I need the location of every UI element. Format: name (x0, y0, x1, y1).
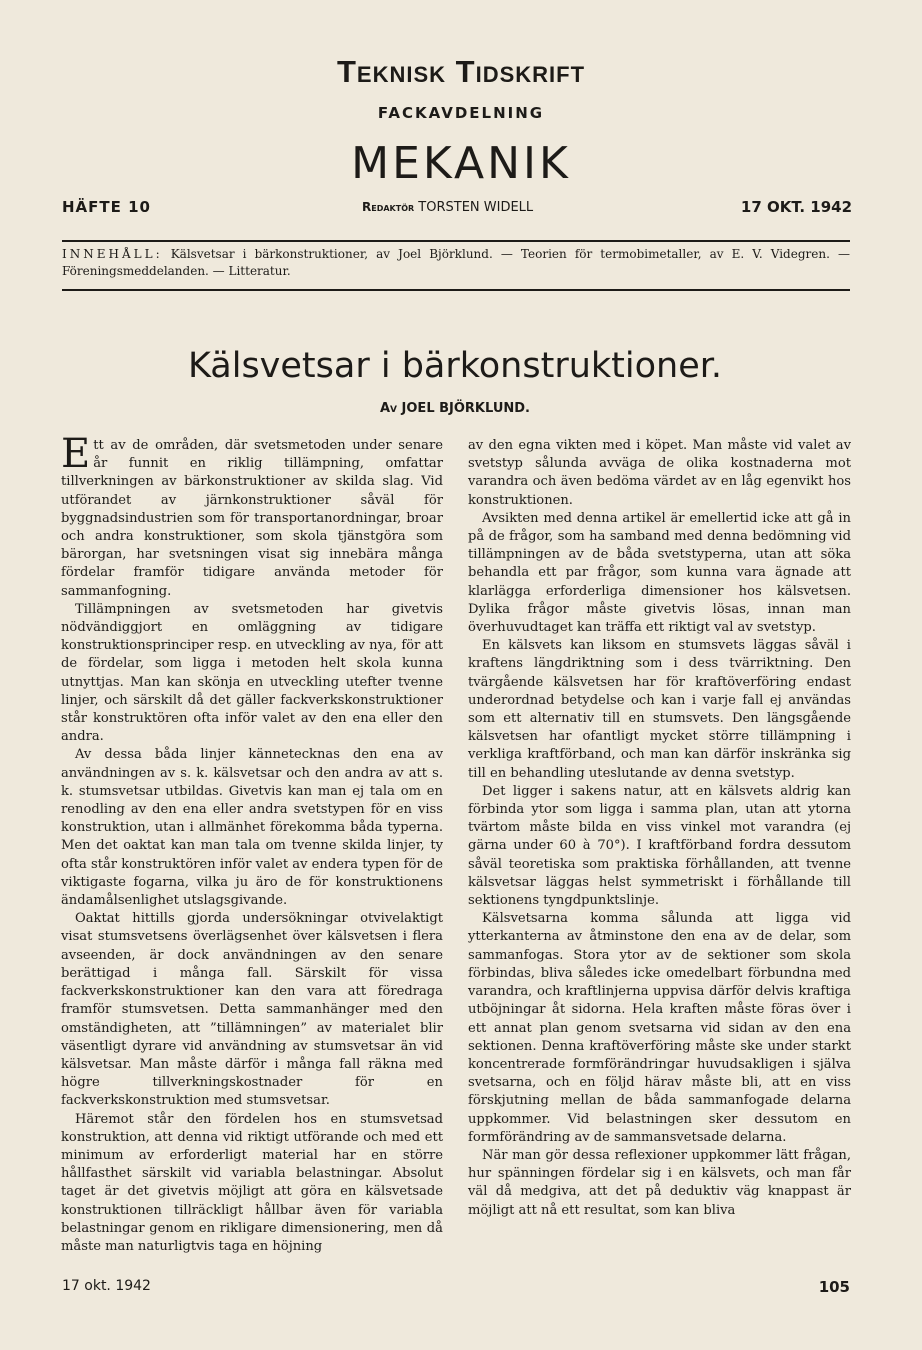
contents-bottom-rule (62, 289, 850, 291)
table-of-contents (62, 246, 850, 280)
contents-label: INNEHÅLL: (62, 247, 163, 261)
paragraph: Av dessa båda linjer kännetecknas den ena av användningen av s. k. kälsvetsar och den andra av att s. k. stumsvetsar utbildas. Givetvis kan man ej tala om en renodling av den ena eller andra svetstypen för en viss konstruktion, utan i allmänhet förekomma båda typerna. Men det oaktat kan man tala om tvenne skilda linjer, ty ofta står konstruktören inför valet av endera typen för de viktigaste fogarna, vilka ju äro de för konstruktionens ändamålsenlighet utslagsgivande. (61, 747, 443, 909)
issue-date: 17 OKT. 1942 (740, 198, 852, 216)
paragraph: När man gör dessa reflexioner uppkommer lätt frågan, hur spänningen fördelar sig i en kälsvets, och man får väl då medgiva, att det på deduktiv väg knappast är möjligt att nå ett resultat, som kan bliva (468, 1147, 851, 1218)
paragraph: Det ligger i sakens natur, att en kälsvets aldrig kan förbinda ytor som ligga i samma plan, utan att ytorna tvärtom måste bilda en viss vinkel mot varandra (ej gärna under 60 à 70°). I kraftförband fordra dessutom såväl teoretiska som praktiska förhållanden, att tvenne kälsvetsar läggas helst symmetriskt i förhållande till sektionens tyngdpunktslinje. (468, 783, 851, 909)
article-byline (0, 401, 910, 416)
section-title: MEKANIK (351, 138, 571, 189)
issue-number: HÄFTE 10 (62, 198, 151, 216)
drop-cap: E (61, 431, 91, 477)
article-column-right (468, 437, 851, 1220)
contents-text: Kälsvetsar i bärkonstruktioner, av Joel Björklund. — Teorien för termobimetaller, av E. V. Videgren. — Föreningsmeddelanden. — Litteratur. (62, 247, 850, 278)
journal-subtitle: FACKAVDELNING (377, 104, 545, 122)
page-number: 105 (818, 1278, 850, 1296)
byline-prefix: Av (379, 401, 398, 416)
paragraph: Häremot står den fördelen hos en stumsvetsad konstruktion, att denna vid riktigt utförande och med ett minimum av erforderligt material har en större hållfasthet särskilt vid variabla belastningar. Absolut taget är det givetvis möjligt att göra en kälsvetsade konstruktionen tillräckligt hållbar även för variabla belastningar genom en rikligare dimensionering, men då måste man naturligtvis taga en höjning (61, 1111, 443, 1254)
editor-credit (362, 200, 533, 215)
article-title: Kälsvetsar i bärkonstruktioner. (187, 346, 723, 386)
paragraph: av den egna vikten med i köpet. Man måste vid valet av svetstyp sålunda avväga de olika kostnaderna mot varandra och även bedöma värdet av en låg egenvikt hos konstruktionen. (468, 438, 851, 508)
editor-name: TORSTEN WIDELL (418, 200, 534, 215)
paragraph: Tillämpningen av svetsmetoden har givetvis nödvändiggjort en omläggning av tidigare konstruktionsprinciper resp. en utveckling av nya, för att de fördelar, som ligga i metoden helt skola kunna utnyttjas. Man kan skönja en utveckling utefter tvenne linjer, och särskilt då det gäller fackverkskonstruktioner står konstruktören ofta inför valet av den ena eller den andra. (61, 601, 443, 745)
paragraph: Oaktat hittills gjorda undersökningar otvivelaktigt visat stumsvetsens överlägsenhet över kälsvetsen i flera avseenden, är dock användningen av den senare berättigad i många fall. Särskilt för vissa fackverkskonstruktioner kan den vara att föredraga framför stumsvetsen. Detta sammanhänger med den omständigheten, att ”tillämningen” av materialet blir väsentligt dyrare vid användning av stumsvetsar än vid kälsvetsar. Man måste därför i många fall räkna med högre tillverkningskostnader för en fackverkskonstruktion med stumsvetsar. (61, 911, 443, 1109)
journal-title: Teknisk Tidskrift (336, 54, 586, 89)
paragraph: Ett av de områden, där svetsmetoden under senare år funnit en riklig tillämpning, omfattar tillverkningen av bärkonstruktioner av skilda slag. Vid utförandet av järnkonstruktioner såväl för byggnadsindustrien som för transportanordningar, broar och andra konstruktioner, som skola tjänstgöra som bärorgan, har svetsningen visat sig innebära många fördelar framför tidigare använda metoder för sammanfogning. (61, 431, 443, 599)
author-name: JOEL BJÖRKLUND. (401, 401, 530, 416)
footer-date: 17 okt. 1942 (62, 1278, 151, 1294)
contents-top-rule (62, 240, 850, 242)
issue-info-row (62, 198, 852, 222)
paragraph: Kälsvetsarna komma sålunda att ligga vid ytterkanterna av åtminstone den ena av de delar, som sammanfogas. Stora ytor av de sektioner som skola förbindas, bliva således icke omedelbart förbundna med varandra, och kraftlinjerna uppvisa därför delvis kraftiga utböjningar åt sidorna. Hela kraften måste föras över i ett annat plan genom svetsarna vid sidan av den ena sektionen. Denna kraftöverföring måste ske under starkt koncentrerade formförändringar huvudsakligen i själva svetsarna, och en följd härav måste bli, att en viss förskjutning mellan de båda sammanfogade delarna uppkommer. Vid belastningen sker dessutom en formförändring av de sammansvetsade delarna. (468, 911, 851, 1145)
article-column-left (61, 431, 443, 1256)
editor-label: Redaktör (362, 200, 415, 214)
paragraph: En kälsvets kan liksom en stumsvets läggas såväl i kraftens längdriktning som i dess tvärriktning. Den tvärgående kälsvetsen har för kraftöverföring endast underordnad betydelse och kan i varje fall ej användas som ett alternativ till en stumsvets. Den längsgående kälsvetsen har ofantligt mycket större tillämpning i verkliga kraftförband, och man kan därför inskränka sig till en behandling uteslutande av denna svetstyp. (468, 638, 851, 781)
paragraph: Avsikten med denna artikel är emellertid icke att gå in på de frågor, som ha samband med denna bedömning vid tillämpningen av de båda svetstyperna, utan att söka behandla ett par frågor, som kunna vara ägnade att klarlägga erforderliga dimensioner hos kälsvetsen. Dylika frågor måste givetvis lösas, innan man överhuvudtaget kan träffa ett riktigt val av svetstyp. (468, 510, 851, 636)
